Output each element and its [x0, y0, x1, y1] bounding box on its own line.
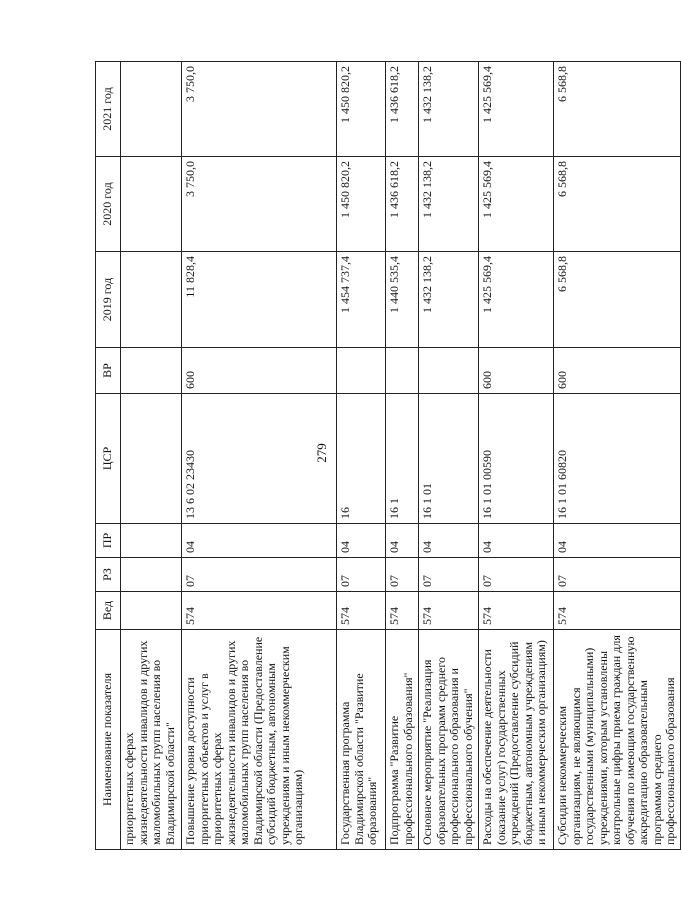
cell-2021: 3 750,0 — [182, 62, 337, 157]
cell-vr — [419, 348, 479, 394]
cell-name: Расходы на обеспечение деятельности (оказание услуг) государственных учреждений (Предоставление субсидий бюджетным, автономным учреждениям и иным некоммерческим организациям) — [479, 630, 554, 850]
cell-vr — [121, 348, 182, 394]
cell-ved: 574 — [182, 592, 337, 630]
cell-vr — [386, 348, 419, 394]
cell-2019: 6 568,8 — [554, 252, 681, 348]
header-name: Наименование показателя — [96, 630, 121, 850]
cell-vr: 600 — [182, 348, 337, 394]
cell-rz: 07 — [337, 558, 386, 592]
cell-2021: 1 425 569,4 — [479, 62, 554, 157]
cell-name: Подпрограмма "Развитие профессионального образования" — [386, 630, 419, 850]
cell-rz: 07 — [479, 558, 554, 592]
cell-2021 — [121, 62, 182, 157]
cell-name: приоритетных сферах жизнедеятельности инвалидов и других маломобильных групп населения во Владимирской области" — [121, 630, 182, 850]
cell-csr: 13 6 02 23430 — [182, 394, 337, 524]
cell-2019: 1 440 535,4 — [386, 252, 419, 348]
cell-ved: 574 — [337, 592, 386, 630]
cell-ved — [121, 592, 182, 630]
cell-csr — [121, 394, 182, 524]
table-row — [554, 62, 681, 850]
cell-pr: 04 — [419, 524, 479, 558]
table-row — [182, 62, 337, 850]
header-2020: 2020 год — [96, 157, 121, 252]
cell-rz: 07 — [386, 558, 419, 592]
cell-2021: 1 432 138,2 — [419, 62, 479, 157]
header-row — [96, 62, 121, 850]
cell-pr: 04 — [337, 524, 386, 558]
cell-rz: 07 — [182, 558, 337, 592]
cell-2020 — [121, 157, 182, 252]
cell-name: Государственная программа Владимирской области "Развитие образования" — [337, 630, 386, 850]
cell-2021: 6 568,8 — [554, 62, 681, 157]
table-row — [479, 62, 554, 850]
cell-2020: 3 750,0 — [182, 157, 337, 252]
header-2019: 2019 год — [96, 252, 121, 348]
budget-table — [95, 61, 681, 850]
cell-2019: 11 828,4 — [182, 252, 337, 348]
header-pr: ПР — [96, 524, 121, 558]
table-row — [419, 62, 479, 850]
cell-2019: 1 454 737,4 — [337, 252, 386, 348]
cell-pr — [121, 524, 182, 558]
cell-2019: 1 425 569,4 — [479, 252, 554, 348]
cell-name: Субсидии некоммерческим организациям, не являющимся государственными (муниципальными) учреждениями, которым установлены контрольные цифры приема граждан для обучения по имеющим государственную аккредитацию образовательным программам среднего профессионального образования — [554, 630, 681, 850]
rotated-table-container — [95, 62, 677, 850]
cell-csr: 16 1 01 — [419, 394, 479, 524]
cell-pr: 04 — [386, 524, 419, 558]
cell-rz: 07 — [554, 558, 681, 592]
table-row — [121, 62, 182, 850]
cell-vr — [337, 348, 386, 394]
cell-ved: 574 — [479, 592, 554, 630]
cell-name: Повышение уровня доступности приоритетных объектов и услуг в приоритетных сферах жизнедеятельности инвалидов и других маломобильных групп населения во Владимирской области (Предоставление субсидий бюджетным, автономным учреждениям и иным некоммерческим организациям) — [182, 630, 337, 850]
header-2021: 2021 год — [96, 62, 121, 157]
cell-2020: 1 450 820,2 — [337, 157, 386, 252]
cell-ved: 574 — [419, 592, 479, 630]
cell-2020: 6 568,8 — [554, 157, 681, 252]
cell-2019 — [121, 252, 182, 348]
rotated-table-wrapper — [95, 62, 677, 850]
cell-pr: 04 — [479, 524, 554, 558]
cell-csr: 16 1 — [386, 394, 419, 524]
cell-vr: 600 — [479, 348, 554, 394]
cell-ved: 574 — [386, 592, 419, 630]
table-row — [386, 62, 419, 850]
cell-pr: 04 — [554, 524, 681, 558]
cell-ved: 574 — [554, 592, 681, 630]
cell-csr: 16 — [337, 394, 386, 524]
cell-csr: 16 1 01 00590 — [479, 394, 554, 524]
cell-csr: 16 1 01 60820 — [554, 394, 681, 524]
header-csr: ЦСР — [96, 394, 121, 524]
cell-rz — [121, 558, 182, 592]
cell-2021: 1 436 618,2 — [386, 62, 419, 157]
page-number: 279 — [314, 443, 329, 463]
cell-2020: 1 425 569,4 — [479, 157, 554, 252]
cell-2020: 1 432 138,2 — [419, 157, 479, 252]
cell-2019: 1 432 138,2 — [419, 252, 479, 348]
cell-pr: 04 — [182, 524, 337, 558]
header-ved: Вед — [96, 592, 121, 630]
cell-2020: 1 436 618,2 — [386, 157, 419, 252]
cell-2021: 1 450 820,2 — [337, 62, 386, 157]
cell-vr: 600 — [554, 348, 681, 394]
cell-rz: 07 — [419, 558, 479, 592]
header-rz: РЗ — [96, 558, 121, 592]
table-row — [337, 62, 386, 850]
cell-name: Основное мероприятие "Реализация образовательных программ среднего профессионального образования и профессионального обучения" — [419, 630, 479, 850]
header-vr: ВР — [96, 348, 121, 394]
